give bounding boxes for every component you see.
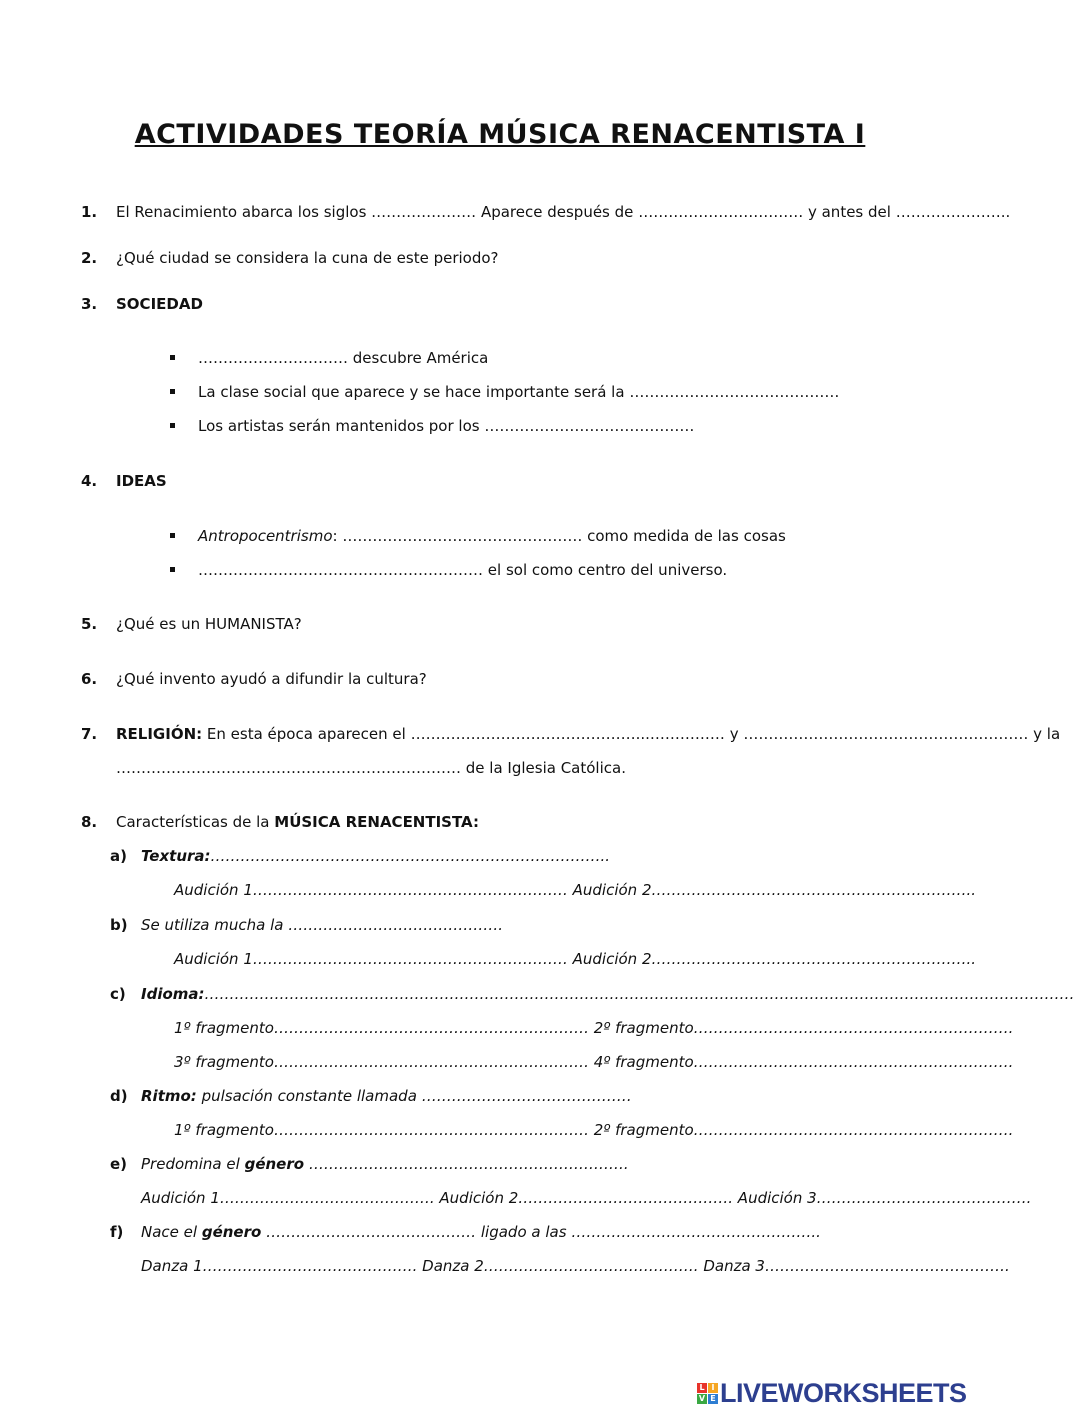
d-answer-blank[interactable]: …………………………………… <box>421 1087 632 1105</box>
a-answer-blank[interactable]: …………………………………………………………………….. <box>210 847 611 865</box>
question-number: 4. <box>81 472 98 490</box>
page-title: ACTIVIDADES TEORÍA MÚSICA RENACENTISTA I <box>134 119 866 150</box>
b-answer-blank[interactable]: ……………………………………. <box>288 916 503 934</box>
f-danza-line[interactable]: Danza 1……………………………………. Danza 2……………………………………. Danza 3…………………………………………. <box>141 1257 1010 1275</box>
liveworksheets-logo[interactable] <box>697 1378 967 1408</box>
sub-item-c <box>141 985 1075 1003</box>
logo-text: LIVEWORKSHEETS <box>720 1377 967 1408</box>
bullet-icon <box>170 567 175 572</box>
f-answer-blank-a[interactable]: …………………………………… <box>266 1223 477 1241</box>
q1-answer-blank-a[interactable]: ………………… <box>371 203 477 221</box>
bullet-icon <box>170 423 175 428</box>
q8-text: Características de la <box>116 813 270 831</box>
question-7-text <box>116 725 1060 743</box>
question-number: 1. <box>81 203 98 221</box>
section-heading-sociedad: SOCIEDAD <box>116 295 203 313</box>
c-label: Idioma: <box>141 985 205 1003</box>
section-heading-ideas: IDEAS <box>116 472 167 490</box>
q7-text-c: y la <box>1033 725 1061 743</box>
q8-colon: : <box>472 813 479 831</box>
f-text-a: Nace el <box>141 1223 198 1241</box>
sub-letter: e) <box>110 1155 128 1173</box>
a-audicion-line[interactable]: Audición 1……………………………………………………… Audición 2……………………………………………………….. <box>174 881 977 899</box>
question-number: 7. <box>81 725 98 743</box>
q4-colon: : <box>332 527 338 545</box>
q8-bold: MÚSICA RENACENTISTA <box>274 813 473 831</box>
logo-letter: E <box>708 1394 718 1404</box>
logo-mark-icon <box>697 1383 718 1404</box>
sub-item-a <box>141 847 610 865</box>
q1-text-a: El Renacimiento abarca los siglos <box>116 203 367 221</box>
list-item <box>198 561 727 579</box>
sub-item-f <box>141 1223 821 1241</box>
question-5-text: ¿Qué es un HUMANISTA? <box>116 615 302 633</box>
question-2-text: ¿Qué ciudad se considera la cuna de este periodo? <box>116 249 499 267</box>
a-label: Textura: <box>141 847 211 865</box>
e-audicion-line[interactable]: Audición 1……………………………………. Audición 2……………………………………. Audición 3……………………………………. <box>141 1189 1032 1207</box>
d-text: pulsación constante llamada <box>201 1087 417 1105</box>
d-label: Ritmo: <box>141 1087 197 1105</box>
e-answer-blank[interactable]: ………………………………………………………. <box>308 1155 629 1173</box>
bullet-icon <box>170 355 175 360</box>
q1-answer-blank-b[interactable]: …………………………… <box>638 203 804 221</box>
q1-text-c: y antes del <box>807 203 891 221</box>
sub-letter: a) <box>110 847 127 865</box>
question-1-text <box>116 203 1010 221</box>
question-8-text <box>116 813 479 831</box>
c-answer-blank[interactable]: ………………………………………………………………………………………………………………………………………………………… <box>204 985 1075 1003</box>
q3-text-1: descubre América <box>352 349 489 367</box>
logo-letter: I <box>708 1383 718 1393</box>
q4-answer-blank-2[interactable]: ………………………………………………… <box>198 561 483 579</box>
q3-answer-blank-1[interactable]: ………………………… <box>198 349 348 367</box>
q1-text-b: Aparece después de <box>480 203 634 221</box>
logo-letter: V <box>698 1393 706 1403</box>
q7-text-d: de la Iglesia Católica. <box>465 759 626 777</box>
list-item <box>198 527 786 545</box>
sub-letter: f) <box>110 1223 124 1241</box>
sub-item-e <box>141 1155 629 1173</box>
bullet-icon <box>170 533 175 538</box>
q3-answer-blank-2[interactable]: …………………………………… <box>629 383 840 401</box>
q7-answer-blank-b[interactable]: ………………………………………………… <box>743 725 1029 743</box>
d-fragment-line[interactable]: 1º fragmento……………………………………………………… 2º fragmento………………………………………………………. <box>174 1121 1014 1139</box>
sub-item-b <box>141 916 503 934</box>
q7-text-a: En esta época aparecen el <box>206 725 406 743</box>
q3-answer-blank-3[interactable]: …………………………………… <box>484 417 695 435</box>
list-item <box>198 417 694 435</box>
b-audicion-line[interactable]: Audición 1……………………………………………………… Audición 2……………………………………………………….. <box>174 950 977 968</box>
sub-item-d <box>141 1087 632 1105</box>
f-bold: género <box>201 1223 262 1241</box>
question-number: 3. <box>81 295 98 313</box>
sub-letter: d) <box>110 1087 128 1105</box>
question-7-text-cont <box>116 759 626 777</box>
logo-letter: L <box>697 1383 707 1393</box>
bullet-icon <box>170 389 175 394</box>
b-text: Se utiliza mucha la <box>141 916 284 934</box>
question-6-text: ¿Qué invento ayudó a difundir la cultura? <box>116 670 427 688</box>
q7-label: RELIGIÓN: <box>116 725 203 743</box>
question-1 <box>81 203 97 221</box>
c-fragment-line-1[interactable]: 1º fragmento……………………………………………………… 2º fragmento………………………………………………………. <box>174 1019 1014 1037</box>
list-item <box>198 349 488 367</box>
q4-term: Antropocentrismo <box>198 527 333 545</box>
list-item <box>198 383 839 401</box>
q4-answer-blank-1[interactable]: ………………………………………… <box>342 527 583 545</box>
q7-answer-blank-c[interactable]: …………………………………………………………… <box>116 759 461 777</box>
c-fragment-line-2[interactable]: 3º fragmento……………………………………………………… 4º fragmento………………………………………………………. <box>174 1053 1014 1071</box>
e-text: Predomina el <box>141 1155 240 1173</box>
q7-answer-blank-a[interactable]: ………………………………………...…………… <box>410 725 725 743</box>
question-number: 6. <box>81 670 98 688</box>
question-number: 8. <box>81 813 98 831</box>
question-number: 2. <box>81 249 98 267</box>
e-bold: género <box>244 1155 305 1173</box>
f-answer-blank-b[interactable]: ………………………………………….. <box>571 1223 821 1241</box>
q3-text-3: Los artistas serán mantenidos por los <box>198 417 480 435</box>
q4-text-1: como medida de las cosas <box>587 527 786 545</box>
q4-text-2: el sol como centro del universo. <box>487 561 728 579</box>
q1-answer-blank-c[interactable]: ………………….. <box>895 203 1011 221</box>
sub-letter: c) <box>110 985 126 1003</box>
sub-letter: b) <box>110 916 128 934</box>
question-number: 5. <box>81 615 98 633</box>
f-text-b: ligado a las <box>480 1223 567 1241</box>
q7-text-b: y <box>729 725 739 743</box>
q3-text-2: La clase social que aparece y se hace importante será la <box>198 383 625 401</box>
